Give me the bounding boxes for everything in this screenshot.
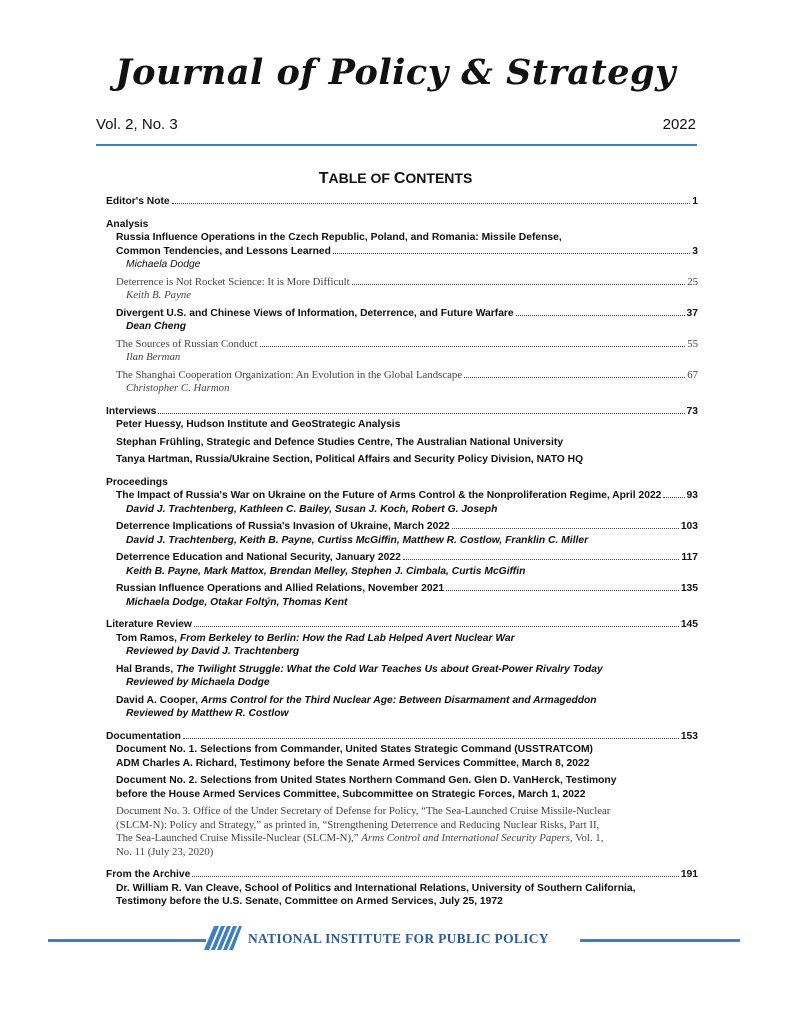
document-line: (SLCM-N): Policy and Strategy,” as printed in, “Strengthening Deterrence and Reducing Nuclear Risks, Part II, xyxy=(116,818,600,831)
toc-entry[interactable]: Deterrence Implications of Russia's Invasion of Ukraine, March 2022 103 xyxy=(116,521,698,532)
footer-rule-right xyxy=(580,939,740,942)
author-line: Ilan Berman xyxy=(126,351,181,363)
document-line: Document No. 2. Selections from United States Northern Command Gen. Glen D. VanHerck, Testimony xyxy=(116,775,617,786)
author-line: Keith B. Payne, Mark Mattox, Brendan Melley, Stephen J. Cimbala, Curtis McGiffin xyxy=(126,565,526,577)
toc-entry-editors-note[interactable]: Editor's Note 1 xyxy=(106,196,698,207)
toc-entry[interactable]: The Impact of Russia's War on Ukraine on the Future of Arms Control & the Nonproliferation Regime, April 2022 93 xyxy=(116,490,698,501)
document-line: The Sea-Launched Cruise Missile-Nuclear (SLCM-N),” Arms Control and International Security Papers, Vol. 1, xyxy=(116,832,604,844)
review-item: Tom Ramos, From Berkeley to Berlin: How the Rad Lab Helped Avert Nuclear War xyxy=(116,632,515,644)
section-proceedings: Proceedings xyxy=(106,476,168,488)
document-line: ADM Charles A. Richard, Testimony before the Senate Armed Services Committee, March 8, 2022 xyxy=(116,757,590,769)
author-line: Dean Cheng xyxy=(126,321,187,332)
publisher-name: NATIONAL INSTITUTE FOR PUBLIC POLICY xyxy=(248,931,549,946)
archive-line: Testimony before the U.S. Senate, Committee on Armed Services, July 25, 1972 xyxy=(116,896,503,907)
toc-entry[interactable]: Russia Influence Operations in the Czech Republic, Poland, and Romania: Missile Defense, xyxy=(116,232,562,243)
toc-heading: TABLE OF CONTENTS xyxy=(318,170,473,187)
toc-entry-interviews[interactable]: Interviews 73 xyxy=(106,405,698,417)
toc-entry[interactable]: The Shanghai Cooperation Organization: An Evolution in the Global Landscape 67 xyxy=(116,368,698,381)
author-line: David J. Trachtenberg, Keith B. Payne, Curtiss McGiffin, Matthew R. Costlow, Franklin C. Miller xyxy=(126,534,589,546)
document-line: before the House Armed Services Committee, Subcommittee on Strategic Forces, March 1, 2022 xyxy=(116,788,586,800)
reviewer-line: Reviewed by Matthew R. Costlow xyxy=(126,708,289,719)
author-line: David J. Trachtenberg, Kathleen C. Bailey, Susan J. Koch, Robert G. Joseph xyxy=(126,503,498,515)
toc-entry[interactable]: Deterrence Education and National Security, January 2022 117 xyxy=(116,552,698,563)
document-line: Document No. 3. Office of the Under Secretary of Defense for Policy, “The Sea-Launched Cruise Missile-Nuclear xyxy=(116,805,611,817)
author-line: Michaela Dodge xyxy=(126,259,201,270)
volume-row xyxy=(96,116,696,133)
toc-entry[interactable]: Russian Influence Operations and Allied Relations, November 2021 135 xyxy=(116,583,698,594)
reviewer-line: Reviewed by Michaela Dodge xyxy=(126,677,270,688)
toc-entry[interactable]: The Sources of Russian Conduct 55 xyxy=(116,337,698,350)
journal-title: Journal of Policy & Strategy xyxy=(115,52,676,93)
author-line: Christopher C. Harmon xyxy=(126,382,230,394)
year-label: 2022 xyxy=(662,116,696,133)
interview-item: Tanya Hartman, Russia/Ukraine Section, Political Affairs and Security Policy Division, NATO HQ xyxy=(116,454,584,465)
archive-line: Dr. William R. Van Cleave, School of Politics and International Relations, University of Southern California, xyxy=(116,882,636,894)
author-line: Keith B. Payne xyxy=(126,289,192,301)
volume-label: Vol. 2, No. 3 xyxy=(96,116,178,133)
interview-item: Stephan Frühling, Strategic and Defence Studies Centre, The Australian National University xyxy=(116,436,564,448)
author-line: Michaela Dodge, Otakar Foltýn, Thomas Kent xyxy=(126,596,348,608)
review-item: David A. Cooper, Arms Control for the Third Nuclear Age: Between Disarmament and Armageddon xyxy=(116,694,597,706)
toc-entry-literature-review[interactable]: Literature Review 145 xyxy=(106,619,698,630)
header-rule xyxy=(96,144,697,146)
institute-logo-icon xyxy=(200,926,242,952)
document-line: Document No. 1. Selections from Commander, United States Strategic Command (USSTRATCOM) xyxy=(116,744,593,755)
toc-entry[interactable]: Deterrence is Not Rocket Science: It is More Difficult 25 xyxy=(116,275,698,288)
toc-entry-documentation[interactable]: Documentation 153 xyxy=(106,730,698,742)
review-item: Hal Brands, The Twilight Struggle: What the Cold War Teaches Us about Great-Power Rivalry Today xyxy=(116,663,603,675)
toc-entry[interactable]: Divergent U.S. and Chinese Views of Information, Deterrence, and Future Warfare 37 xyxy=(116,307,698,319)
toc-entry[interactable]: Common Tendencies, and Lessons Learned 3 xyxy=(116,245,698,257)
footer xyxy=(200,926,600,952)
interview-item: Peter Huessy, Hudson Institute and GeoStrategic Analysis xyxy=(116,419,401,430)
document-line: No. 11 (July 23, 2020) xyxy=(116,845,214,858)
toc-entry-from-the-archive[interactable]: From the Archive 191 xyxy=(106,869,698,880)
footer-rule-left xyxy=(48,939,206,942)
reviewer-line: Reviewed by David J. Trachtenberg xyxy=(126,646,300,657)
table-of-contents xyxy=(106,195,698,909)
section-analysis: Analysis xyxy=(106,218,149,230)
